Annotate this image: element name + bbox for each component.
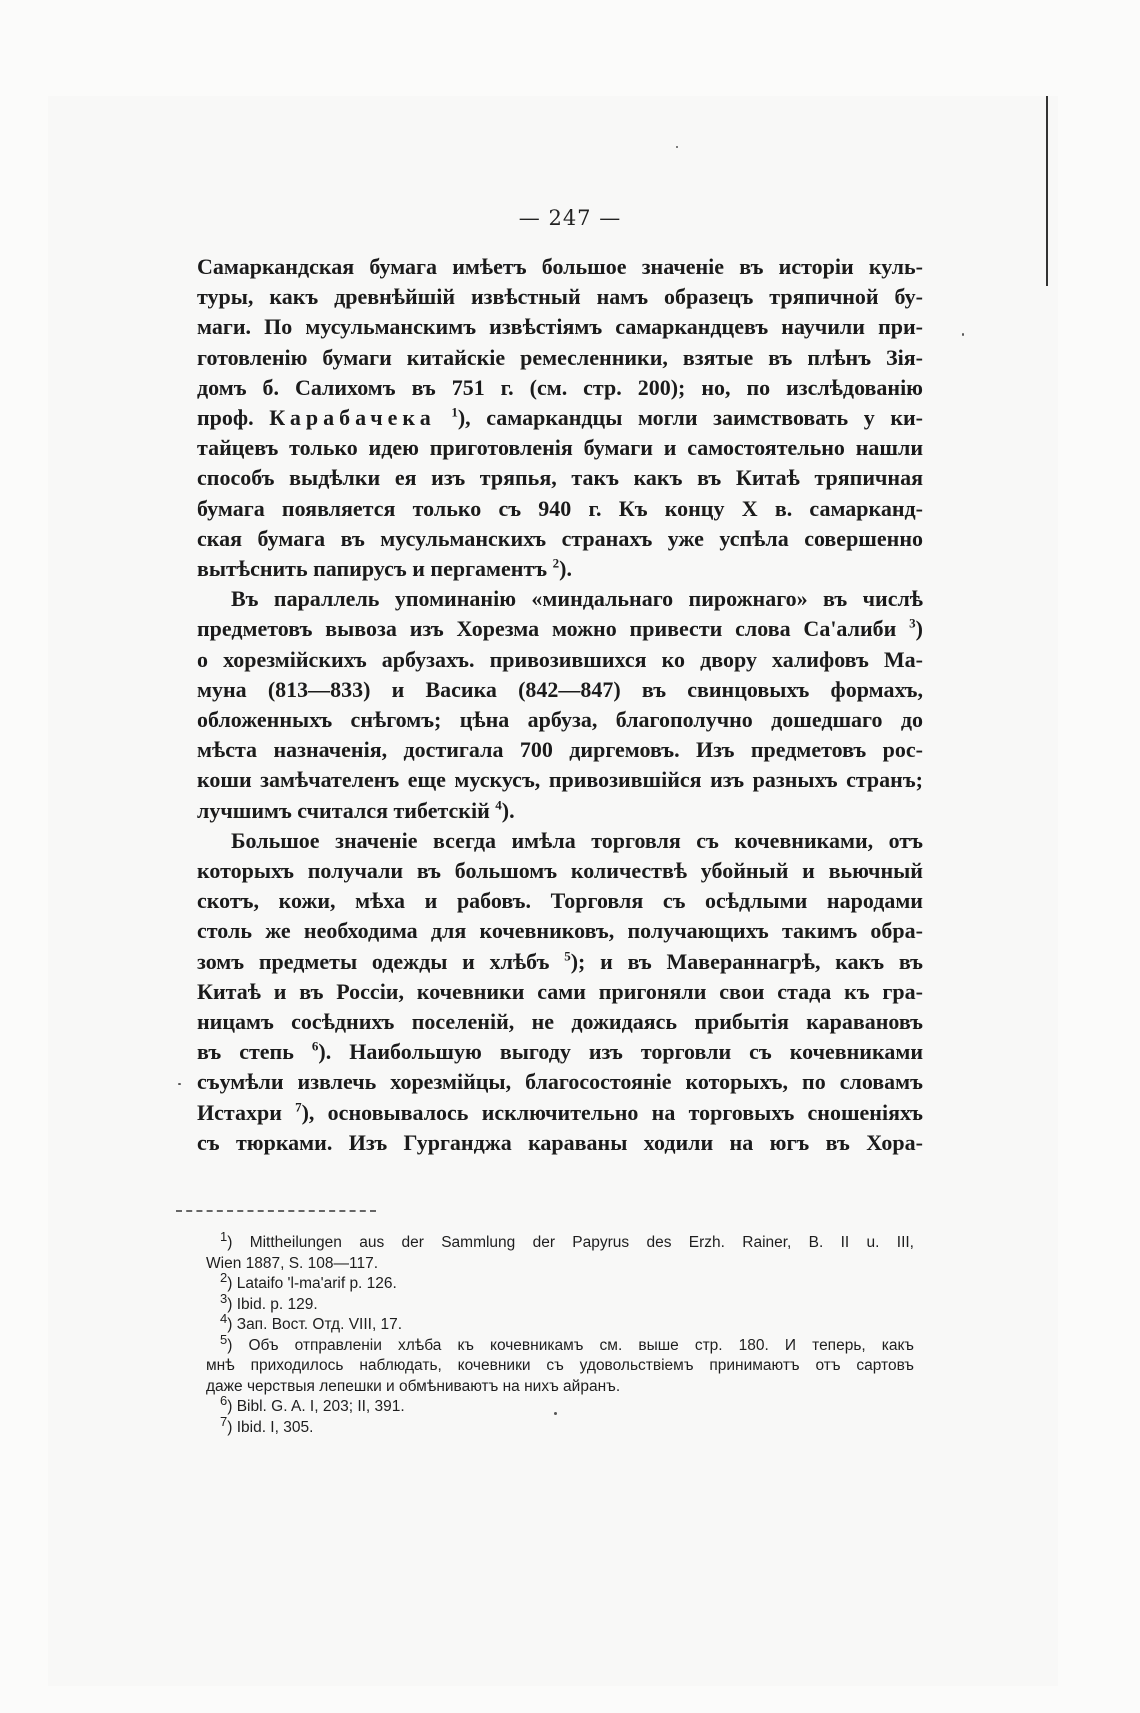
- footnote-ref-3[interactable]: 3: [909, 616, 916, 632]
- text-line: домъ б. Салихомъ въ 751 г. (см. стр. 200); но, по изслѣдованію: [197, 374, 923, 400]
- text-fragment: въ степь: [197, 1039, 312, 1065]
- text-line: Самаркандская бумага имѣетъ большое значеніе въ исторіи куль-: [197, 254, 923, 279]
- text-fragment: вытѣснить папирусъ и пергаментъ: [197, 556, 553, 582]
- footnote-text: ) Mittheilungen aus der Sammlung der Papyrus des Erzh. Rainer, B. II u. III,: [227, 1234, 914, 1251]
- text-line: Въ параллель упоминанію «миндальнаго пирожнаго» въ числѣ: [231, 586, 923, 612]
- text-line: о хорезмійскихъ арбузахъ. привозившихся ко двору халифовъ Ма-: [197, 646, 923, 672]
- text-line: обложенныхъ снѣгомъ; цѣна арбуза, благополучно дошедшаго до: [197, 707, 923, 733]
- footnote-mark: 6: [220, 1392, 228, 1408]
- text-line: способъ выдѣлки ея изъ тряпья, такъ какъ въ Китаѣ тряпичная: [197, 465, 923, 491]
- text-line: [197, 554, 923, 584]
- paragraph-1: [197, 252, 923, 584]
- text-line: маги. По мусульманскимъ извѣстіямъ самаркандцевъ научили при-: [197, 314, 923, 340]
- footnote-text: ) Объ отправленіи хлѣба къ кочевникамъ см. выше стр. 180. И теперь, какъ: [227, 1336, 914, 1354]
- text-line: туры, какъ древнѣйшій извѣстный намъ образецъ тряпичной бу-: [197, 284, 923, 310]
- footnote-mark: 1: [220, 1228, 228, 1244]
- text-line: мѣста назначенія, достигала 700 диргемовъ. Изъ предметовъ рос-: [197, 737, 923, 763]
- text-line: муна (813—833) и Васика (842—847) въ свинцовыхъ формахъ,: [197, 676, 923, 702]
- text-line: [197, 403, 923, 433]
- footnote-line: Wien 1887, S. 108—117.: [206, 1254, 379, 1272]
- paragraph-3: [197, 826, 923, 1158]
- text-fragment: ). Наибольшую выгоду изъ торговли съ кочевниками: [318, 1039, 923, 1065]
- footnote-text: ) Ibid. I, 305.: [227, 1418, 314, 1436]
- footnote-ref-5[interactable]: 5: [564, 948, 571, 964]
- scan-speck: [962, 333, 964, 336]
- text-line: ская бумага въ мусульманскихъ странахъ уже успѣла совершенно: [197, 525, 923, 551]
- footnote-mark: 2: [220, 1269, 228, 1285]
- text-fragment: ); и въ Мавераннагрѣ, какъ въ: [570, 948, 924, 974]
- footnote-ref-2[interactable]: 2: [552, 555, 560, 571]
- text-line: которыхъ получали въ большомъ количествѣ убойный и вьючный: [197, 858, 923, 884]
- footnote-mark: 4: [220, 1310, 228, 1326]
- footnote-line: [220, 1331, 914, 1357]
- footnote-mark: 7: [220, 1413, 228, 1429]
- text-line: съ тюрками. Изъ Гурганджа караваны ходили на югъ въ Хора-: [197, 1129, 923, 1155]
- footnote-text: ) Bibl. G. A. I, 203; II, 391.: [227, 1398, 405, 1415]
- page-number: — 247 —: [518, 206, 622, 230]
- text-fragment: Истахри: [197, 1099, 296, 1125]
- text-line: столь же необходима для кочевниковъ, получающихъ такимъ обра-: [197, 918, 923, 944]
- author-name: Карабачека: [269, 405, 436, 431]
- footnote-2: [206, 1269, 914, 1295]
- text-line: Китаѣ и въ Россіи, кочевники сами пригоняли свои стада къ гра-: [197, 978, 923, 1004]
- text-fragment: ).: [559, 556, 572, 582]
- footnote-line: мнѣ приходилось наблюдать, кочевники съ удовольствіемъ принимаютъ отъ сартовъ: [206, 1357, 914, 1374]
- scan-speck: [178, 1083, 181, 1085]
- text-line: Большое значеніе всегда имѣла торговля съ кочевниками, отъ: [231, 827, 923, 853]
- text-line: [197, 1037, 923, 1067]
- footnote-line: [220, 1228, 914, 1254]
- text-fragment: ): [915, 616, 923, 642]
- footnote-text: ) Lataifo 'l-ma'arif p. 126.: [227, 1275, 397, 1292]
- text-line: коши замѣчателенъ еще мускусъ, привозившійся изъ разныхъ странъ;: [197, 767, 923, 793]
- text-fragment: проф.: [197, 405, 270, 431]
- footnote-text: ) Ibid. p. 129.: [227, 1295, 318, 1313]
- text-fragment: лучшимъ считался тибетскій: [197, 797, 496, 823]
- text-fragment: предметовъ вывоза изъ Хорезма можно привести слова Са'алиби: [197, 616, 910, 642]
- footnotes: [206, 1228, 914, 1438]
- text-line: [197, 1098, 923, 1128]
- main-text: [197, 252, 923, 1158]
- text-fragment: ), самаркандцы могли заимствовать у ки-: [457, 405, 924, 431]
- footnote-3: [206, 1290, 914, 1316]
- text-line: [197, 947, 923, 977]
- footnote-5: [206, 1331, 914, 1398]
- text-line: скотъ, кожи, мѣха и рабовъ. Торговля съ осѣдлыми народами: [197, 888, 923, 914]
- footnote-ref-4[interactable]: 4: [495, 797, 502, 813]
- text-line: бумага появляется только съ 940 г. Къ концу X в. самарканд-: [197, 495, 923, 521]
- text-fragment: [436, 405, 452, 430]
- paragraph-2: [197, 584, 923, 826]
- text-fragment: ), основывалось исключительно на торговыхъ сношеніяхъ: [301, 1099, 923, 1125]
- footnote-separator: [176, 1210, 376, 1214]
- text-line: готовленію бумаги китайскіе ремесленники, взятые въ плѣнъ Зія-: [197, 344, 923, 370]
- text-line: ницамъ сосѣднихъ поселеній, не дожидаясь прибытія каравановъ: [197, 1009, 923, 1035]
- footnote-mark: 3: [220, 1290, 228, 1306]
- text-line: съумѣли извлечь хорезмійцы, благосостояніе которыхъ, по словамъ: [197, 1069, 923, 1095]
- footnote-ref-6[interactable]: 6: [311, 1038, 319, 1054]
- footnote-mark: 5: [220, 1331, 228, 1347]
- text-line: [197, 796, 923, 826]
- footnote-1: [206, 1228, 914, 1274]
- scan-edge-rule: [1046, 96, 1048, 286]
- footnote-line: даже черствыя лепешки и обмѣниваютъ на нихъ айранъ.: [206, 1377, 621, 1395]
- footnote-7: [206, 1413, 914, 1439]
- footnote-4: [206, 1310, 914, 1336]
- text-fragment: зомъ предметы одежды и хлѣбъ: [197, 948, 565, 974]
- scan-speck: [676, 146, 678, 148]
- footnote-6: [206, 1392, 914, 1418]
- text-line: тайцевъ только идею приготовленія бумаги и самостоятельно нашли: [197, 435, 923, 461]
- footnote-ref-7[interactable]: 7: [295, 1099, 302, 1115]
- footnote-text: ) Зап. Вост. Отд. VIII, 17.: [227, 1316, 403, 1333]
- footnote-ref-1[interactable]: 1: [451, 404, 458, 420]
- text-fragment: ).: [501, 797, 515, 823]
- text-line: [197, 614, 923, 644]
